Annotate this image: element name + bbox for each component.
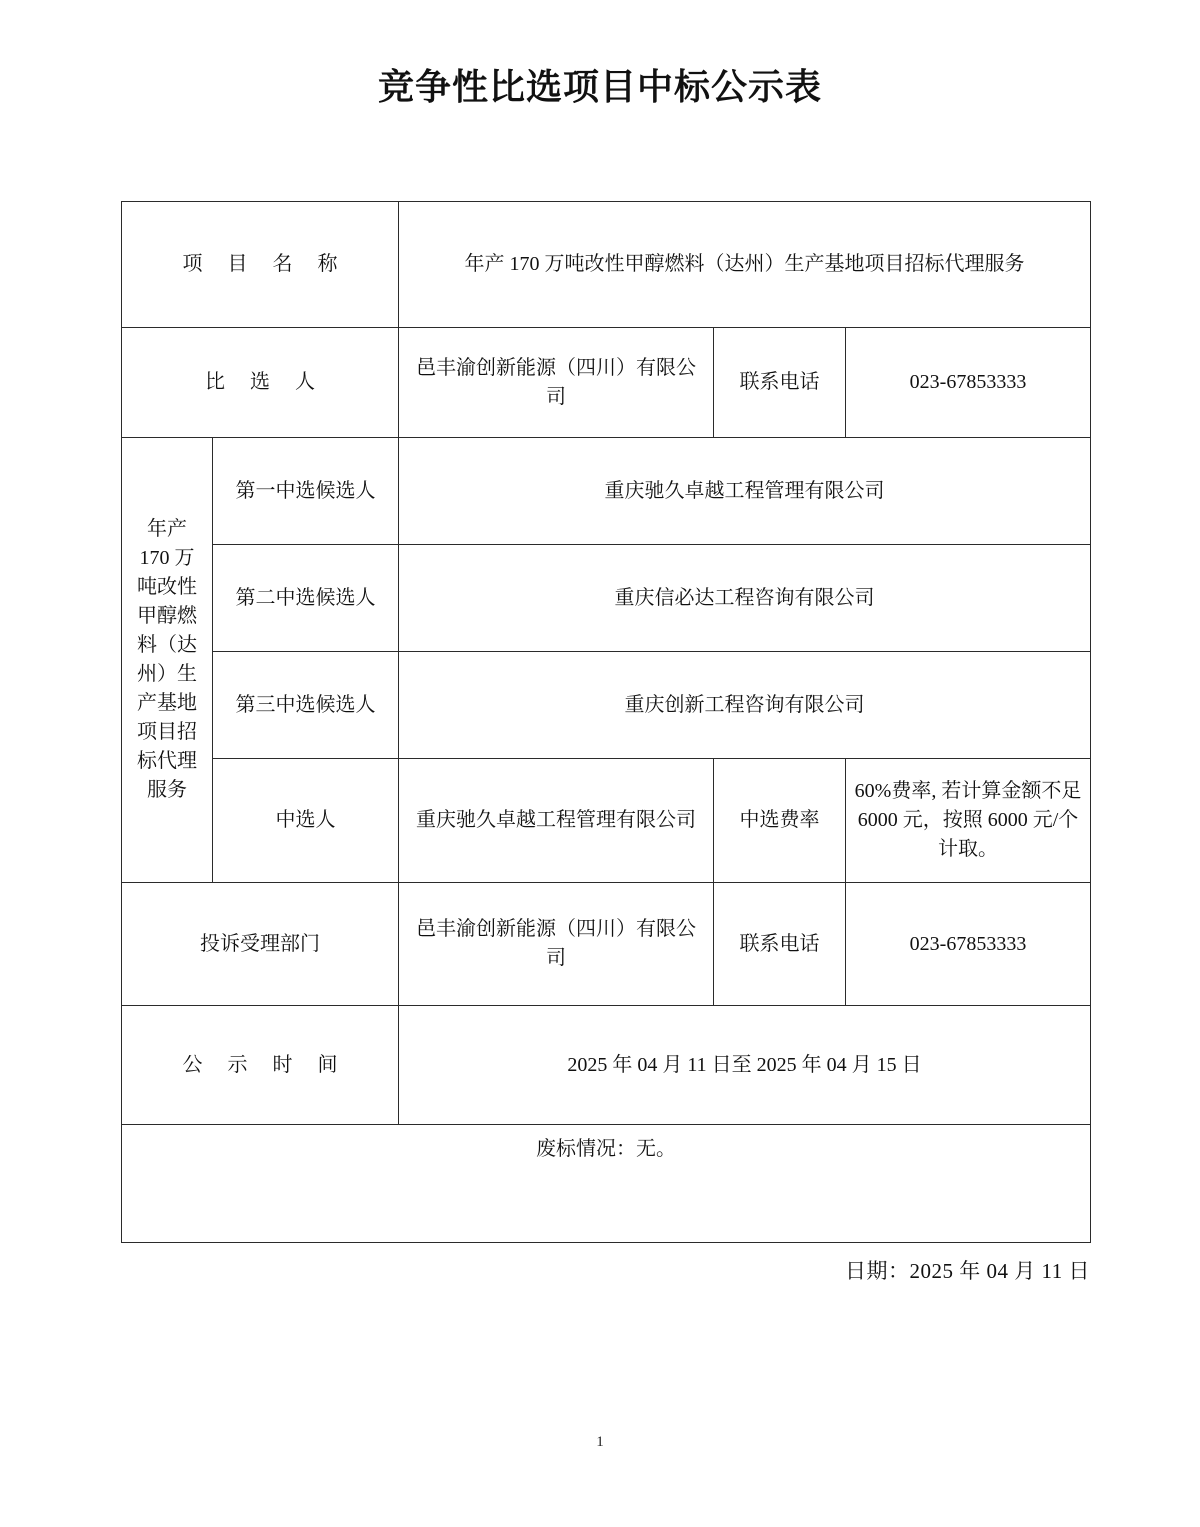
fee-rate-value: 60%费率, 若计算金额不足 6000 元，按照 6000 元/个计取。 <box>846 759 1091 883</box>
complaint-department-label: 投诉受理部门 <box>122 883 399 1006</box>
candidate-3-label: 第三中选候选人 <box>213 652 399 759</box>
project-name-label: 项 目 名 称 <box>122 202 399 328</box>
winner-label: 中选人 <box>213 759 399 883</box>
bidder-phone-label: 联系电话 <box>714 328 846 438</box>
candidate-2-company: 重庆信必达工程咨询有限公司 <box>399 545 1091 652</box>
table-row-publicity-time <box>122 1006 1091 1125</box>
table-row-candidate-2 <box>122 545 1091 652</box>
bid-result-table <box>121 201 1091 1243</box>
complaint-phone-value: 023-67853333 <box>846 883 1091 1006</box>
table-row-bidder <box>122 328 1091 438</box>
project-name-value: 年产 170 万吨改性甲醇燃料（达州）生产基地项目招标代理服务 <box>399 202 1091 328</box>
candidate-1-company: 重庆驰久卓越工程管理有限公司 <box>399 438 1091 545</box>
void-bid-note: 废标情况：无。 <box>122 1125 1091 1243</box>
project-vertical-label: 年产 170 万吨改性甲醇燃料（达州）生产基地项目招标代理服务 <box>122 438 213 883</box>
candidate-2-label: 第二中选候选人 <box>213 545 399 652</box>
page-title: 竞争性比选项目中标公示表 <box>377 67 822 107</box>
publicity-time-value: 2025 年 04 月 11 日至 2025 年 04 月 15 日 <box>399 1006 1091 1125</box>
table-row-winner <box>122 759 1091 883</box>
publicity-time-label: 公 示 时 间 <box>122 1006 399 1125</box>
candidate-3-company: 重庆创新工程咨询有限公司 <box>399 652 1091 759</box>
table-row-candidate-3 <box>122 652 1091 759</box>
page-number: 1 <box>596 1434 604 1450</box>
table-row-candidate-1 <box>122 438 1091 545</box>
complaint-phone-label: 联系电话 <box>714 883 846 1006</box>
table-row-project-name <box>122 202 1091 328</box>
complaint-department-value: 邑丰渝创新能源（四川）有限公司 <box>399 883 714 1006</box>
bidder-value: 邑丰渝创新能源（四川）有限公司 <box>399 328 714 438</box>
fee-rate-label: 中选费率 <box>714 759 846 883</box>
table-row-complaint-department <box>122 883 1091 1006</box>
candidate-1-label: 第一中选候选人 <box>213 438 399 545</box>
table-row-void-bid <box>122 1125 1091 1243</box>
bidder-phone-value: 023-67853333 <box>846 328 1091 438</box>
winner-value: 重庆驰久卓越工程管理有限公司 <box>399 759 714 883</box>
bidder-label: 比 选 人 <box>122 328 399 438</box>
footer-date: 日期：2025 年 04 月 11 日 <box>845 1259 1090 1283</box>
